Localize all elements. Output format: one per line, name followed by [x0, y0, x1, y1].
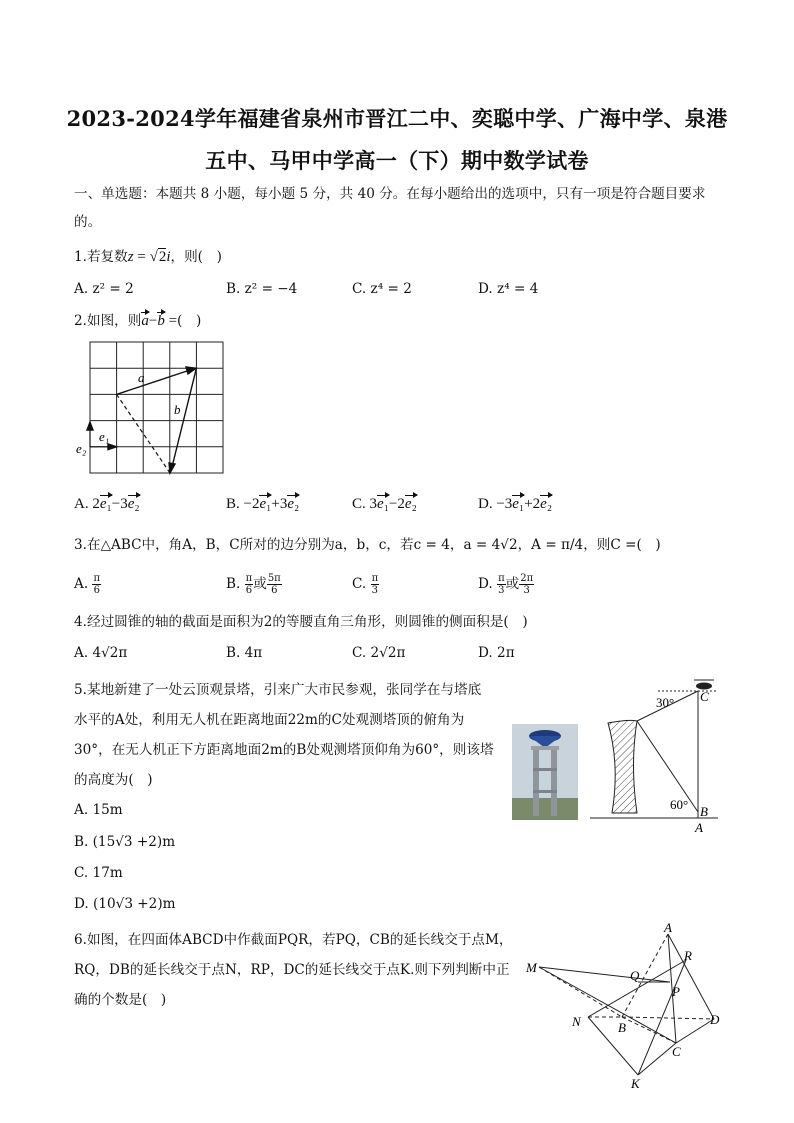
title-line-2: 五中、马甲中学高一（下）期中数学试卷 — [205, 148, 589, 173]
q6-label-p: P — [672, 984, 680, 999]
q2-label-e1: e₁ — [99, 429, 110, 444]
section-header-line-1: 一、单选题：本题共 8 小题，每小题 5 分，共 40 分。在每小题给出的选项中，只有一项是符合题目要求 — [74, 186, 706, 202]
q5-option-b[interactable]: B. (15√3 +2)m — [74, 834, 176, 850]
q4-option-a[interactable]: A. 4√2π — [74, 645, 128, 661]
question-2: 2.如图，则a−b =( ) — [74, 313, 202, 329]
q2-option-b[interactable]: B. −2e₁+3e₂ — [226, 496, 300, 512]
q6-line-2: RQ，DB的延长线交于点N，RP，DC的延长线交于点K.则下列判断中正 — [74, 962, 510, 978]
q6-label-b: B — [618, 1020, 626, 1035]
q6-label-c: C — [672, 1044, 681, 1059]
q6-label-n: N — [572, 1014, 581, 1029]
q6-line-1: 6.如图，在四面体ABCD中作截面PQR，若PQ，CB的延长线交于点M， — [74, 932, 513, 948]
q2-label-a: a — [138, 370, 145, 385]
q2-label-b: b — [174, 402, 181, 417]
q6-label-q: Q — [630, 968, 640, 983]
question-1: 1.若复数z = √2i，则( ) — [74, 249, 222, 265]
q5-label-c: C — [700, 689, 709, 704]
title-line-1: 2023-2024学年福建省泉州市晋江二中、奕聪中学、广海中学、泉港 — [66, 106, 728, 131]
q5-line-2: 水平的A处，利用无人机在距离地面22m的C处观测塔顶的俯角为 — [74, 712, 465, 728]
q2-option-d[interactable]: D. −3e₁+2e₂ — [478, 496, 553, 512]
question-5 — [74, 675, 494, 795]
q6-label-r: R — [684, 948, 692, 963]
q4-option-b[interactable]: B. 4π — [226, 645, 263, 661]
q1-option-c[interactable]: C. z⁴ = 2 — [352, 281, 412, 297]
section-header-line-2: 的。 — [74, 214, 102, 230]
q6-line-3: 确的个数是( ) — [74, 992, 167, 1008]
q2-label-e2: e₂ — [76, 441, 87, 456]
q2-option-a[interactable]: A. 2e₁−3e₂ — [74, 496, 140, 512]
q2-stem-end: ( ) — [177, 313, 202, 329]
q4-option-c[interactable]: C. 2√2π — [352, 645, 406, 661]
q2-stem: 2.如图，则 — [74, 313, 142, 329]
section-header — [74, 180, 734, 236]
q6-label-d: D — [710, 1012, 720, 1027]
q5-angle-top: 30° — [656, 695, 675, 710]
q1-option-d[interactable]: D. z⁴ = 4 — [478, 281, 539, 297]
question-4: 4.经过圆锥的轴的截面是面积为2的等腰直角三角形，则圆锥的侧面积是( ) — [74, 614, 528, 630]
question-6 — [74, 925, 513, 1015]
q5-line-4: 的高度为( ) — [74, 772, 153, 788]
q5-figure — [590, 673, 725, 838]
tower-photo — [512, 724, 578, 820]
q5-label-b: B — [700, 804, 708, 819]
q1-stem-suffix: ，则( ) — [170, 249, 222, 265]
q1-option-b[interactable]: B. z² = −4 — [226, 281, 298, 297]
q5-line-3: 30°，在无人机正下方距离地面2m的B处观测塔顶仰角为60°，则该塔 — [74, 742, 494, 758]
q6-label-k: K — [631, 1076, 640, 1091]
q1-option-a[interactable]: A. z² = 2 — [74, 281, 134, 297]
q6-label-m: M — [526, 960, 537, 975]
q5-option-a[interactable]: A. 15m — [74, 802, 123, 818]
question-3: 3.在△ABC中，角A，B，C所对的边分别为a，b，c，若c = 4，a = 4√2，A = π/4，则C =( ) — [74, 537, 661, 553]
q6-tetrahedron-figure — [524, 922, 724, 1092]
q3-option-b[interactable]: B. $\frac{\pi}{6}$ 或 $\frac{5\pi}{6}$ — [226, 573, 281, 596]
q2-grid-figure — [74, 336, 234, 476]
q4-option-d[interactable]: D. 2π — [478, 645, 515, 661]
q6-label-a: A — [664, 922, 672, 935]
q5-option-d[interactable]: D. (10√3 +2)m — [74, 896, 176, 912]
q3-option-a[interactable]: A. $\frac{\pi}{6}$ — [74, 573, 101, 596]
q5-angle-bottom: 60° — [670, 797, 689, 812]
q5-line-1: 5.某地新建了一处云顶观景塔，引来广大市民参观，张同学在与塔底 — [74, 682, 482, 698]
q5-option-c[interactable]: C. 17m — [74, 865, 123, 881]
q5-label-a: A — [695, 820, 703, 835]
q3-option-d[interactable]: D. $\frac{\pi}{3}$ 或 $\frac{2\pi}{3}$ — [478, 573, 534, 596]
q2-option-c[interactable]: C. 3e₁−2e₂ — [352, 496, 417, 512]
q1-stem-prefix: 1.若复数 — [74, 249, 128, 265]
q3-option-c[interactable]: C. $\frac{\pi}{3}$ — [352, 573, 379, 596]
